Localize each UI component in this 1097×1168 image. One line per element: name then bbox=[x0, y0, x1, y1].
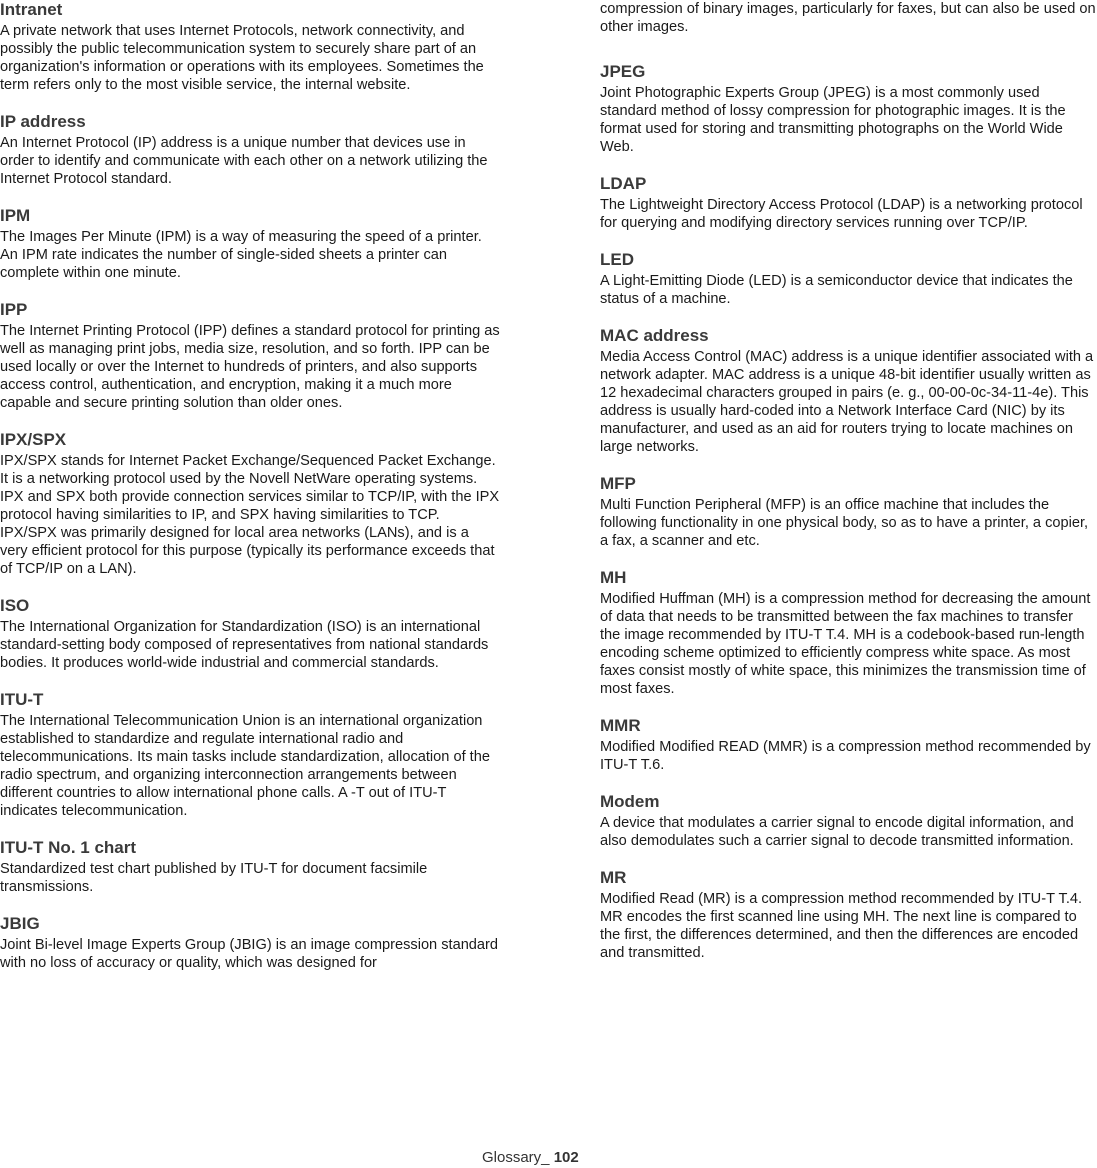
glossary-term: MMR bbox=[600, 716, 641, 735]
glossary-term: IP address bbox=[0, 112, 86, 131]
glossary-right-column bbox=[600, 0, 1097, 980]
page-footer bbox=[482, 1149, 579, 1166]
glossary-definition: Joint Photographic Experts Group (JPEG) is a most commonly used standard method of lossy compression for photographic images. It is the format used for storing and transmitting photographs on the World Wide Web. bbox=[600, 85, 1066, 155]
glossary-definition: Media Access Control (MAC) address is a unique identifier associated with a network adapter. MAC address is a unique 48-bit identifier usually written as 12 hexadecimal characters grouped in pairs (e. g., 00-00-0c-34-11-4e). This address is usually hard-coded into a Network Interface Card (NIC) by its manufacturer, and used as an aid for routers trying to locate machines on large networks. bbox=[600, 349, 1094, 455]
glossary-definition: Multi Function Peripheral (MFP) is an office machine that includes the following functionality in one physical body, so as to have a printer, a copier, a fax, a scanner and etc. bbox=[600, 497, 1089, 549]
glossary-definition: Joint Bi-level Image Experts Group (JBIG) is an image compression standard with no loss of accuracy or quality, which was designed for bbox=[0, 937, 499, 971]
footer-section-label: Glossary_ bbox=[482, 1149, 550, 1166]
glossary-definition: The Lightweight Directory Access Protocol (LDAP) is a networking protocol for querying and modifying directory services running over TCP/IP. bbox=[600, 197, 1083, 231]
glossary-definition: Standardized test chart published by ITU-T for document facsimile transmissions. bbox=[0, 861, 428, 895]
glossary-definition: The International Telecommunication Union is an international organization established to standardize and regulate international radio and telecommunications. Its main tasks include standardization, allocation of the radio spectrum, and organizing interconnection arrangements between different countries to allow international phone calls. A -T out of ITU-T indicates telecommunication. bbox=[0, 713, 490, 819]
glossary-term: Intranet bbox=[0, 0, 63, 19]
glossary-entry bbox=[0, 206, 500, 282]
glossary-definition: A Light-Emitting Diode (LED) is a semiconductor device that indicates the status of a machine. bbox=[600, 273, 1073, 307]
glossary-definition: A device that modulates a carrier signal to encode digital information, and also demodulates such a carrier signal to decode transmitted information. bbox=[600, 815, 1074, 849]
glossary-entry bbox=[0, 112, 500, 188]
glossary-entry bbox=[600, 868, 1097, 962]
glossary-definition: Modified Huffman (MH) is a compression method for decreasing the amount of data that needs to be transmitted between the fax machines to transfer the image recommended by ITU-T T.4. MH is a codebook-based run-length encoding scheme optimized to efficiently compress white space. As most faxes consist mostly of white space, this minimizes the transmission time of most faxes. bbox=[600, 591, 1091, 697]
glossary-entry bbox=[0, 300, 500, 412]
glossary-definition-continued: compression of binary images, particularly for faxes, but can also be used on other images. bbox=[600, 1, 1096, 35]
glossary-term: Modem bbox=[600, 792, 660, 811]
glossary-entry bbox=[600, 62, 1097, 156]
glossary-term: ISO bbox=[0, 596, 30, 615]
glossary-definition: The Internet Printing Protocol (IPP) defines a standard protocol for printing as well as managing print jobs, media size, resolution, and so forth. IPP can be used locally or over the Internet to hundreds of printers, and also supports access control, authentication, and encryption, making it a much more capable and secure printing solution than older ones. bbox=[0, 323, 500, 411]
glossary-term: IPX/SPX bbox=[0, 430, 67, 449]
page-number: 102 bbox=[553, 1149, 579, 1166]
glossary-entry bbox=[0, 690, 500, 820]
glossary-term: LED bbox=[600, 250, 634, 269]
glossary-term: MH bbox=[600, 568, 627, 587]
glossary-entry bbox=[600, 474, 1097, 550]
glossary-left-column bbox=[0, 0, 500, 990]
glossary-definition: A private network that uses Internet Protocols, network connectivity, and possibly the public telecommunication system to securely share part of an organization's information or operations with its employees. Sometimes the term refers only to the most visible service, the internal website. bbox=[0, 23, 484, 93]
glossary-term: LDAP bbox=[600, 174, 647, 193]
glossary-term: JBIG bbox=[0, 914, 40, 933]
glossary-term: IPM bbox=[0, 206, 31, 225]
glossary-definition: An Internet Protocol (IP) address is a unique number that devices use in order to identify and communicate with each other on a network utilizing the Internet Protocol standard. bbox=[0, 135, 488, 187]
glossary-entry bbox=[0, 430, 500, 578]
glossary-entry bbox=[0, 0, 500, 94]
glossary-entry bbox=[600, 174, 1097, 232]
glossary-definition: Modified Modified READ (MMR) is a compression method recommended by ITU-T T.6. bbox=[600, 739, 1091, 773]
glossary-definition: The International Organization for Standardization (ISO) is an international standard-setting body composed of representatives from national standards bodies. It produces world-wide industrial and commercial standards. bbox=[0, 619, 489, 671]
glossary-term: MR bbox=[600, 868, 627, 887]
glossary-entry bbox=[0, 838, 500, 896]
glossary-term: MFP bbox=[600, 474, 636, 493]
glossary-entry bbox=[600, 716, 1097, 774]
glossary-term: IPP bbox=[0, 300, 28, 319]
glossary-entry bbox=[600, 326, 1097, 456]
glossary-term: ITU-T No. 1 chart bbox=[0, 838, 137, 857]
glossary-definition: Modified Read (MR) is a compression method recommended by ITU-T T.4. MR encodes the first scanned line using MH. The next line is compared to the first, the differences determined, and then the differences are encoded and transmitted. bbox=[600, 891, 1083, 961]
glossary-entry bbox=[0, 596, 500, 672]
glossary-entry bbox=[600, 792, 1097, 850]
glossary-term: JPEG bbox=[600, 62, 646, 81]
glossary-entry bbox=[0, 914, 500, 972]
glossary-term: MAC address bbox=[600, 326, 709, 345]
glossary-entry bbox=[600, 568, 1097, 698]
glossary-definition: The Images Per Minute (IPM) is a way of measuring the speed of a printer. An IPM rate indicates the number of single-sided sheets a printer can complete within one minute. bbox=[0, 229, 482, 281]
glossary-term: ITU-T bbox=[0, 690, 44, 709]
glossary-entry bbox=[600, 250, 1097, 308]
glossary-definition: IPX/SPX stands for Internet Packet Exchange/Sequenced Packet Exchange. It is a networking protocol used by the Novell NetWare operating systems. IPX and SPX both provide connection services similar to TCP/IP, with the IPX protocol having similarities to IP, and SPX having similarities to TCP. IPX/SPX was primarily designed for local area networks (LANs), and is a very efficient protocol for this purpose (typically its performance exceeds that of TCP/IP on a LAN). bbox=[0, 453, 500, 577]
